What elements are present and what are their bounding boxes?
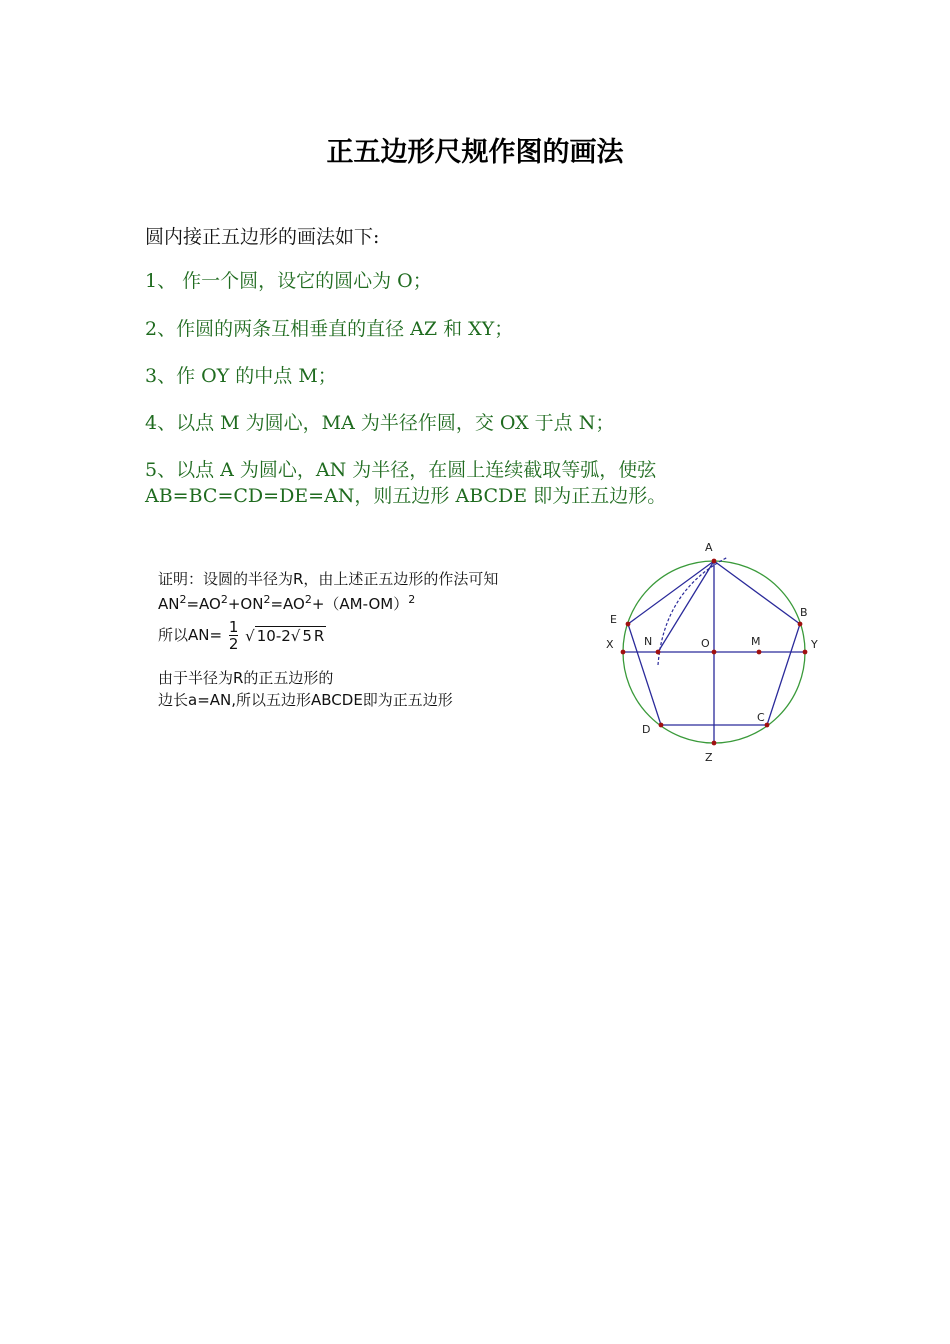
point-e [626, 622, 631, 627]
label-m: M [751, 635, 761, 648]
exponent: 2 [220, 593, 228, 606]
label-z: Z [705, 751, 713, 764]
step-1: 1、 作一个圆，设它的圆心为 O； [145, 270, 432, 292]
proof-term: 所以AN= [158, 626, 223, 644]
exponent: 2 [179, 593, 187, 606]
proof-term: AN [158, 595, 180, 613]
proof-line-2 [158, 593, 415, 614]
label-c: C [757, 711, 765, 724]
point-m [757, 650, 762, 655]
label-n: N [644, 635, 653, 648]
point-d [659, 723, 664, 728]
fraction-numerator: 1 [228, 618, 239, 636]
step-5-line2: AB=BC=CD=DE=AN，则五边形 ABCDE 即为正五边形。 [145, 485, 667, 507]
step-5-line1: 5、以点 A 为圆心，AN 为半径，在圆上连续截取等弧，使弦 [145, 459, 657, 481]
point-n [656, 650, 661, 655]
label-o: O [701, 637, 710, 650]
fraction [229, 619, 239, 652]
exponent: 2 [263, 593, 271, 606]
point-z [712, 741, 717, 746]
sqrt-expression: √ 10-2√ 5 R [245, 626, 325, 645]
radicand-term: 10-2 [256, 626, 291, 645]
inner-radicand: 5 [302, 626, 312, 645]
proof-term: +ON [227, 595, 264, 613]
point-a [712, 559, 717, 564]
intro-text: 圆内接正五边形的画法如下: [145, 226, 380, 248]
proof-line-1: 证明：设圆的半径为R，由上述正五边形的作法可知 [158, 570, 499, 588]
point-b [798, 622, 803, 627]
proof-line-5: 边长a=AN,所以五边形ABCDE即为正五边形 [158, 691, 453, 709]
point-x [621, 650, 626, 655]
label-b: B [800, 606, 808, 619]
point-c [765, 723, 770, 728]
label-a: A [705, 541, 713, 554]
point-y [803, 650, 808, 655]
pentagon-construction-figure [598, 535, 828, 765]
exponent: 2 [304, 593, 312, 606]
page-title: 正五边形尺规作图的画法 [326, 137, 624, 168]
step-3: 3、作 OY 的中点 M； [145, 365, 337, 387]
point-o [712, 650, 717, 655]
fraction-denominator: 2 [228, 635, 239, 653]
step-4: 4、以点 M 为圆心，MA 为半径作圆，交 OX 于点 N； [145, 412, 615, 434]
proof-term: =AO [270, 595, 305, 613]
label-x: X [606, 638, 614, 651]
label-e: E [610, 613, 617, 626]
label-y: Y [811, 638, 818, 651]
label-d: D [642, 723, 651, 736]
proof-line-4: 由于半径为R的正五边形的 [158, 669, 334, 687]
proof-line-3 [158, 619, 326, 652]
proof-term: =AO [186, 595, 221, 613]
proof-term: +（AM-OM） [311, 595, 409, 613]
radicand-term: R [313, 626, 325, 645]
exponent: 2 [408, 593, 416, 606]
step-2: 2、作圆的两条互相垂直的直径 AZ 和 XY； [145, 318, 514, 340]
